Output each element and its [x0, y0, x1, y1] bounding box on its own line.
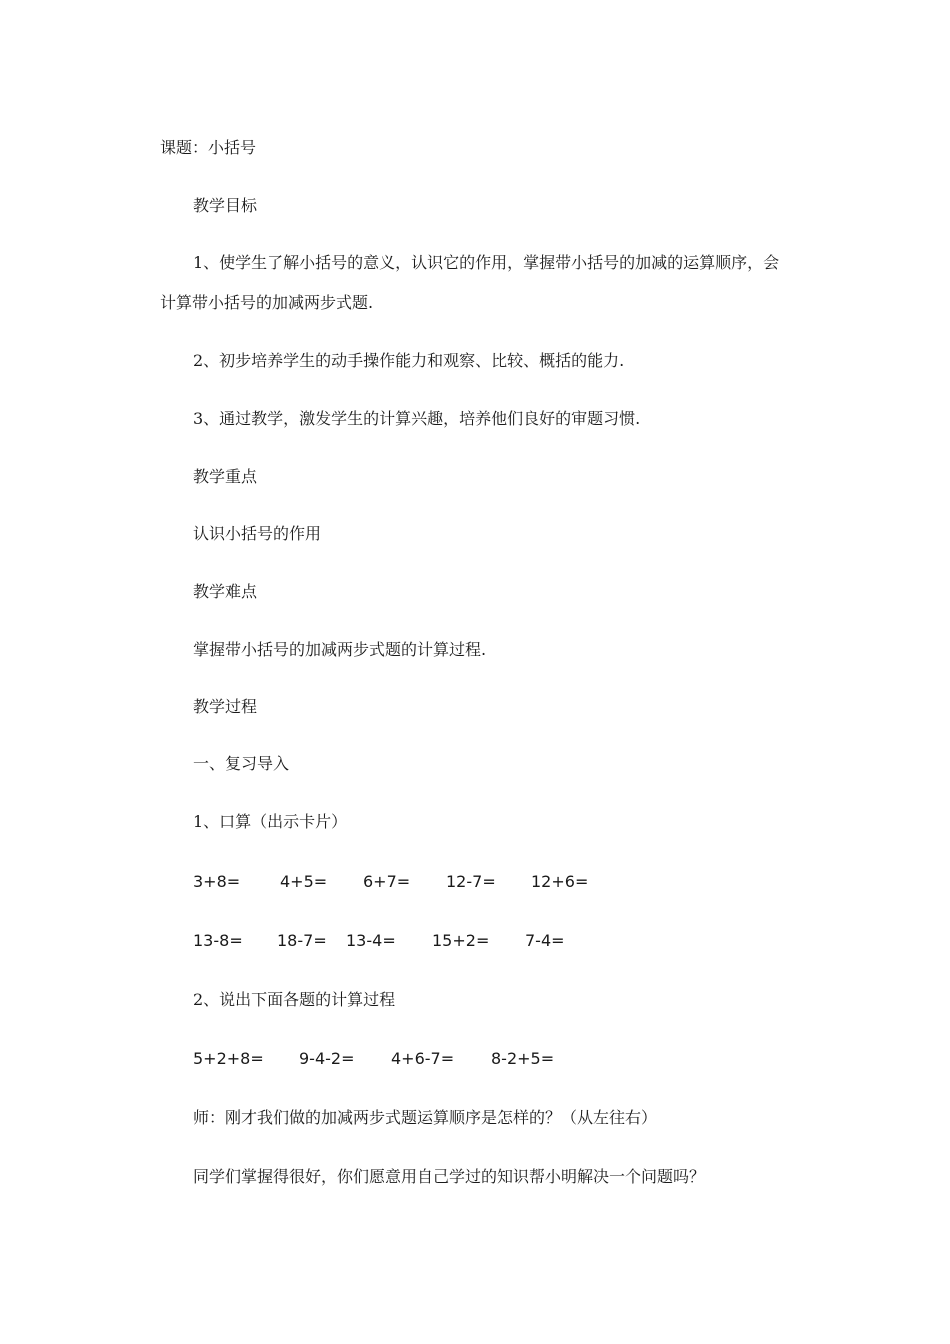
process-row: [0, 1048, 950, 1070]
expression: 12-7=: [446, 872, 496, 891]
expression: 3+8=: [193, 872, 241, 891]
item-calculation-process: 2、说出下面各题的计算过程: [193, 990, 396, 1009]
lesson-title: 课题：小括号: [160, 138, 257, 157]
key-point: 认识小括号的作用: [193, 524, 322, 543]
process-heading: 教学过程: [193, 697, 258, 716]
difficulty-heading: 教学难点: [193, 582, 258, 601]
objective-1-line-1: 1、使学生了解小括号的意义，认识它的作用，掌握带小括号的加减的运算顺序，会: [193, 253, 780, 272]
objective-3: 3、通过教学，激发学生的计算兴趣，培养他们良好的审题习惯.: [193, 409, 641, 428]
expression: 15+2=: [432, 931, 490, 950]
expression: 13-8=: [193, 931, 243, 950]
expression: 13-4=: [346, 931, 396, 950]
mental-math-row-1: [0, 871, 950, 893]
expression: 5+2+8=: [193, 1049, 264, 1068]
expression: 4+6-7=: [391, 1049, 455, 1068]
expression: 9-4-2=: [299, 1049, 355, 1068]
difficulty: 掌握带小括号的加减两步式题的计算过程.: [193, 640, 487, 659]
objective-2: 2、初步培养学生的动手操作能力和观察、比较、概括的能力.: [193, 351, 625, 370]
key-point-heading: 教学重点: [193, 467, 258, 486]
objectives-heading: 教学目标: [193, 196, 258, 215]
section-review-intro: 一、复习导入: [193, 754, 290, 773]
teacher-question: 师：刚才我们做的加减两步式题运算顺序是怎样的？（从左往右）: [193, 1108, 658, 1127]
mental-math-row-2: [0, 930, 950, 952]
expression: 12+6=: [531, 872, 589, 891]
closing-question: 同学们掌握得很好，你们愿意用自己学过的知识帮小明解决一个问题吗？: [193, 1167, 706, 1186]
objective-1-line-2: 计算带小括号的加减两步式题.: [160, 293, 374, 312]
expression: 6+7=: [363, 872, 411, 891]
expression: 4+5=: [280, 872, 328, 891]
expression: 8-2+5=: [491, 1049, 555, 1068]
item-mental-math: 1、口算（出示卡片）: [193, 812, 348, 831]
expression: 18-7=: [277, 931, 327, 950]
expression: 7-4=: [525, 931, 565, 950]
